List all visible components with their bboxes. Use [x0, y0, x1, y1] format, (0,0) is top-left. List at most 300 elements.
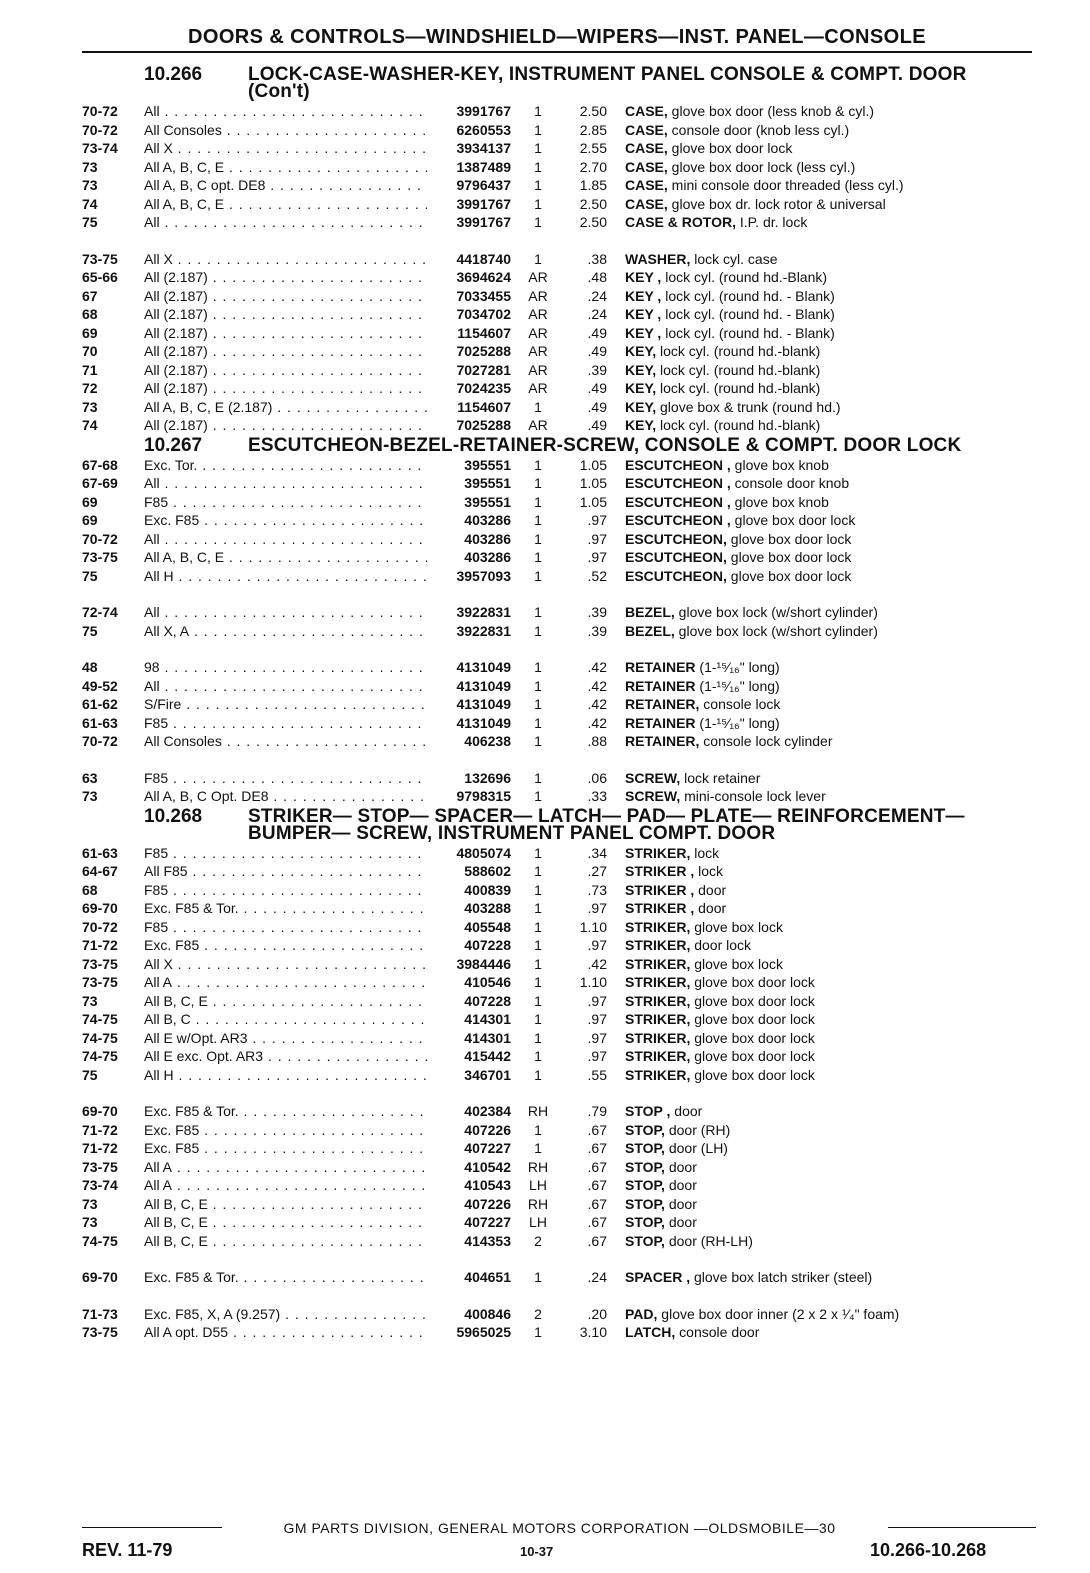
description	[625, 305, 991, 324]
application: All (2.187) . . .	[144, 287, 427, 306]
description	[625, 1158, 991, 1177]
description	[625, 603, 991, 622]
part-number: 6260553	[456, 121, 511, 138]
model-year: 67	[82, 287, 98, 304]
parts-row	[82, 121, 1037, 140]
price: .67	[587, 1158, 607, 1175]
price: .33	[587, 788, 607, 804]
description	[625, 1066, 991, 1085]
application: All . . .	[144, 474, 427, 493]
price: 1.10	[579, 974, 607, 990]
quantity: 1	[534, 622, 542, 639]
part-detail: console door (knob less cyl.)	[667, 121, 850, 138]
quantity: 1	[534, 121, 542, 138]
model-year: 73-75	[82, 1324, 118, 1340]
parts-row	[82, 899, 1037, 918]
price: .38	[587, 250, 607, 267]
model-year: 64-67	[82, 863, 118, 879]
quantity: 1	[534, 900, 542, 916]
price: .67	[587, 1214, 607, 1230]
application: F85 . . .	[144, 918, 427, 937]
section-heading	[82, 66, 1037, 100]
price: 1.05	[579, 456, 607, 473]
quantity: AR	[528, 361, 548, 378]
application: Exc. F85 & Tor. . . .	[144, 899, 427, 918]
quantity: 1	[534, 140, 542, 156]
part-name: STOP,	[625, 1177, 665, 1193]
description	[625, 1195, 991, 1214]
description	[625, 268, 991, 287]
model-year: 74-75	[82, 1232, 118, 1249]
model-year: 68	[82, 881, 98, 898]
part-number: 414301	[464, 1011, 511, 1027]
part-number: 414353	[464, 1232, 511, 1249]
part-number: 407227	[464, 1140, 511, 1156]
price: .49	[587, 324, 607, 341]
part-number: 395551	[464, 475, 511, 491]
quantity: 1	[534, 214, 542, 230]
part-name: KEY ,	[625, 306, 662, 322]
parts-row	[82, 1121, 1037, 1140]
application: F85 . . .	[144, 844, 427, 863]
parts-row	[82, 1195, 1037, 1214]
part-detail: console lock	[699, 696, 781, 712]
model-year: 69	[82, 512, 98, 528]
part-number: 3957093	[456, 567, 511, 584]
application: All . . .	[144, 530, 427, 549]
part-detail: (1-¹⁵⁄₁₆" long)	[695, 659, 780, 675]
part-number: 4131049	[456, 696, 511, 712]
part-number: 414301	[464, 1029, 511, 1046]
footer-revision: REV. 11-79	[82, 1540, 173, 1560]
price: .39	[587, 604, 607, 620]
part-number: 395551	[464, 493, 511, 510]
model-year: 69	[82, 324, 98, 341]
part-detail: glove box & trunk (round hd.)	[656, 398, 841, 415]
description	[625, 992, 991, 1011]
part-number: 3922831	[456, 604, 511, 620]
part-detail: glove box door lock	[726, 530, 852, 547]
quantity: 1	[534, 992, 542, 1009]
application: All X . . .	[144, 955, 427, 974]
part-number: 400846	[464, 1305, 511, 1322]
model-year: 73	[82, 992, 98, 1009]
part-name: CASE,	[625, 103, 668, 119]
part-detail: lock cyl. (round hd. - Blank)	[661, 324, 835, 341]
section-number: 10.268	[144, 805, 203, 827]
model-year: 69-70	[82, 900, 118, 916]
part-name: STOP ,	[625, 1103, 671, 1119]
part-name: STRIKER,	[625, 918, 691, 935]
parts-row	[82, 918, 1037, 937]
part-number: 407228	[464, 937, 511, 953]
description	[625, 250, 991, 269]
application: F85 . . .	[144, 714, 427, 733]
parts-row	[82, 493, 1037, 512]
quantity: 1	[534, 974, 542, 990]
description	[625, 1139, 991, 1158]
price: .52	[587, 567, 607, 584]
quantity: 1	[534, 955, 542, 972]
parts-row	[82, 530, 1037, 549]
application: All E exc. Opt. AR3 . . .	[144, 1047, 427, 1066]
part-detail: door	[664, 1195, 697, 1212]
price: .48	[587, 269, 607, 285]
parts-row	[82, 955, 1037, 974]
quantity: 2	[534, 1305, 542, 1322]
price: 1.05	[579, 475, 607, 491]
part-number: 1154607	[457, 324, 511, 341]
model-year: 73-74	[82, 1177, 118, 1193]
part-name: ESCUTCHEON ,	[625, 456, 731, 473]
quantity: AR	[528, 269, 548, 285]
quantity: AR	[528, 306, 548, 322]
part-number: 132696	[464, 769, 511, 786]
part-name: CASE,	[625, 140, 668, 156]
quantity: LH	[529, 1177, 547, 1193]
model-year: 73	[82, 158, 98, 175]
model-year: 71-72	[82, 1121, 118, 1138]
quantity: 1	[534, 398, 542, 415]
description	[625, 511, 991, 530]
part-number: 410543	[464, 1177, 511, 1193]
price: .55	[587, 1066, 607, 1083]
price: .97	[587, 937, 607, 953]
price: .67	[587, 1121, 607, 1138]
part-number: 407227	[464, 1214, 511, 1230]
description	[625, 493, 991, 512]
part-name: RETAINER	[625, 659, 696, 675]
price: 2.50	[579, 214, 607, 230]
part-name: STRIKER ,	[625, 900, 695, 916]
quantity: 1	[534, 714, 542, 731]
parts-row	[82, 342, 1037, 361]
part-name: KEY ,	[625, 269, 662, 285]
model-year: 69-70	[82, 1269, 118, 1285]
price: .49	[587, 343, 607, 359]
quantity: AR	[528, 417, 548, 433]
description	[625, 342, 991, 361]
price: .42	[587, 955, 607, 972]
price: .97	[587, 992, 607, 1009]
part-number: 3991767	[456, 195, 511, 212]
price: .67	[587, 1195, 607, 1212]
part-number: 407226	[464, 1121, 511, 1138]
application: All H . . .	[144, 567, 427, 586]
application: Exc. F85 . . .	[144, 936, 427, 955]
parts-row	[82, 769, 1037, 788]
price: .24	[587, 306, 607, 322]
quantity: 1	[534, 1324, 542, 1340]
part-detail: lock	[690, 844, 720, 861]
parts-row	[82, 973, 1037, 992]
description	[625, 1047, 991, 1066]
application: All X . . .	[144, 139, 427, 158]
parts-row	[82, 324, 1037, 343]
footer-division: GM PARTS DIVISION, GENERAL MOTORS CORPORATION —OLDSMOBILE—30	[283, 1520, 836, 1536]
description	[625, 1010, 991, 1029]
quantity: 1	[534, 158, 542, 175]
part-name: CASE,	[625, 158, 668, 175]
description	[625, 1029, 991, 1048]
quantity: 1	[534, 1066, 542, 1083]
part-number: 1387489	[456, 158, 511, 175]
part-number: 407226	[464, 1195, 511, 1212]
description	[625, 530, 991, 549]
part-detail: door (RH)	[664, 1121, 731, 1138]
quantity: 1	[534, 937, 542, 953]
description	[625, 769, 991, 788]
section-title: LOCK-CASE-WASHER-KEY, INSTRUMENT PANEL CONSOLE & COMPT. DOOR (Con't)	[248, 64, 967, 102]
description	[625, 732, 991, 751]
quantity: 1	[534, 1011, 542, 1027]
parts-row	[82, 603, 1037, 622]
model-year: 74	[82, 195, 98, 212]
application: All (2.187) . . .	[144, 361, 427, 380]
quantity: 2	[534, 1232, 542, 1249]
description	[625, 862, 991, 881]
description	[625, 622, 991, 641]
price: 2.50	[579, 195, 607, 212]
application: All B, C . . .	[144, 1010, 427, 1029]
model-year: 74-75	[82, 1011, 118, 1027]
description	[625, 139, 991, 158]
application: Exc. F85, X, A (9.257) . . .	[144, 1305, 427, 1324]
application: All H . . .	[144, 1066, 427, 1085]
application: Exc. F85 & Tor. . . .	[144, 1268, 427, 1287]
price: 3.10	[579, 1324, 607, 1340]
part-name: KEY,	[625, 343, 657, 359]
model-year: 75	[82, 567, 98, 584]
part-detail: glove box door lock (less cyl.)	[667, 158, 856, 175]
description	[625, 1268, 991, 1287]
application: All . . .	[144, 102, 427, 121]
part-name: SCREW,	[625, 788, 681, 804]
application: All (2.187) . . .	[144, 342, 427, 361]
application: All B, C, E . . .	[144, 1213, 427, 1232]
application: All . . .	[144, 213, 427, 232]
parts-row	[82, 714, 1037, 733]
application: All A . . .	[144, 1176, 427, 1195]
part-detail: glove box door lock	[690, 1048, 815, 1064]
parts-row	[82, 398, 1037, 417]
description	[625, 899, 991, 918]
parts-row	[82, 548, 1037, 567]
price: 2.85	[579, 121, 607, 138]
part-name: KEY ,	[625, 287, 662, 304]
model-year: 73-75	[82, 250, 118, 267]
section-number: 10.267	[144, 434, 203, 456]
parts-row	[82, 268, 1037, 287]
parts-row	[82, 1232, 1037, 1251]
description	[625, 1213, 991, 1232]
model-year: 73	[82, 1214, 98, 1230]
part-name: RETAINER,	[625, 733, 700, 749]
parts-row	[82, 881, 1037, 900]
quantity: 1	[534, 177, 542, 193]
part-number: 4131049	[456, 659, 511, 675]
part-name: KEY,	[625, 417, 657, 433]
price: .97	[587, 530, 607, 547]
catalog-sections	[82, 64, 1037, 1342]
part-detail: lock cyl. (round hd.-blank)	[656, 343, 821, 359]
quantity: 1	[534, 659, 542, 675]
part-detail: glove box door lock	[690, 1029, 815, 1046]
parts-row	[82, 1176, 1037, 1195]
part-detail: glove box door lock	[690, 992, 815, 1009]
application: All A opt. D55 . . .	[144, 1323, 427, 1342]
application: Exc. F85 & Tor. . . .	[144, 1102, 427, 1121]
description	[625, 102, 991, 121]
part-name: CASE,	[625, 177, 668, 193]
parts-row	[82, 158, 1037, 177]
application: All (2.187) . . .	[144, 416, 427, 435]
part-detail: glove box lock	[690, 955, 783, 972]
price: .39	[587, 361, 607, 378]
parts-row	[82, 622, 1037, 641]
quantity: 1	[534, 863, 542, 879]
application: F85 . . .	[144, 493, 427, 512]
quantity: 1	[534, 475, 542, 491]
description	[625, 714, 991, 733]
part-detail: glove box knob	[730, 456, 829, 473]
part-detail: glove box door lock	[667, 140, 793, 156]
description	[625, 287, 991, 306]
part-name: STOP,	[625, 1140, 665, 1156]
parts-row	[82, 567, 1037, 586]
application: All B, C, E . . .	[144, 1195, 427, 1214]
model-year: 73-75	[82, 955, 118, 972]
part-detail: glove box latch striker (steel)	[690, 1269, 873, 1285]
part-name: STRIKER,	[625, 974, 691, 990]
description	[625, 881, 991, 900]
price: .06	[587, 769, 607, 786]
application: Exc. F85 . . .	[144, 1121, 427, 1140]
part-name: STRIKER,	[625, 937, 691, 953]
part-detail: glove box door lock	[690, 1066, 815, 1083]
description	[625, 361, 991, 380]
parts-row	[82, 1213, 1037, 1232]
part-name: STRIKER,	[625, 1048, 691, 1064]
parts-row	[82, 992, 1037, 1011]
quantity: 1	[534, 549, 542, 565]
part-name: STRIKER ,	[625, 881, 695, 898]
part-number: 3694624	[456, 269, 511, 285]
description	[625, 158, 991, 177]
part-name: STRIKER,	[625, 1029, 691, 1046]
parts-row	[82, 287, 1037, 306]
section-number: 10.266	[144, 64, 203, 85]
footer-section-range: 10.266-10.268	[870, 1540, 987, 1560]
part-number: 3922831	[456, 622, 511, 639]
parts-row	[82, 361, 1037, 380]
part-number: 4131049	[456, 714, 511, 731]
parts-row	[82, 1047, 1037, 1066]
part-detail: door (RH-LH)	[664, 1232, 753, 1249]
parts-row	[82, 732, 1037, 751]
description	[625, 567, 991, 586]
model-year: 75	[82, 1066, 98, 1083]
application: All . . .	[144, 603, 427, 622]
price: .34	[587, 844, 607, 861]
part-detail: door	[694, 881, 727, 898]
part-number: 406238	[464, 733, 511, 749]
part-number: 400839	[464, 881, 511, 898]
quantity: 1	[534, 1029, 542, 1046]
part-number: 3984446	[456, 955, 511, 972]
application: All B, C, E . . .	[144, 1232, 427, 1251]
application: All F85 . . .	[144, 862, 427, 881]
quantity: 1	[534, 733, 542, 749]
part-number: 3991767	[456, 103, 511, 119]
quantity: 1	[534, 103, 542, 119]
model-year: 71-72	[82, 937, 118, 953]
application: F85 . . .	[144, 881, 427, 900]
part-number: 9798315	[456, 788, 511, 804]
quantity: 1	[534, 696, 542, 712]
description	[625, 213, 991, 232]
part-detail: lock cyl. (round hd. - Blank)	[661, 306, 835, 322]
model-year: 70-72	[82, 530, 118, 547]
model-year: 73-75	[82, 1158, 118, 1175]
price: .49	[587, 398, 607, 415]
section-title: ESCUTCHEON-BEZEL-RETAINER-SCREW, CONSOLE & COMPT. DOOR LOCK	[248, 434, 962, 456]
parts-row	[82, 102, 1037, 121]
parts-row	[82, 305, 1037, 324]
part-detail: lock cyl. (round hd.-blank)	[656, 361, 821, 378]
part-detail: console door	[675, 1324, 760, 1340]
quantity: LH	[529, 1214, 547, 1230]
quantity: 1	[534, 250, 542, 267]
part-name: STOP,	[625, 1232, 665, 1249]
description	[625, 1121, 991, 1140]
description	[625, 474, 991, 493]
application: All . . .	[144, 677, 427, 696]
part-detail: glove box lock	[690, 918, 783, 935]
part-detail: glove box door lock	[730, 512, 856, 528]
part-detail: door (LH)	[664, 1140, 728, 1156]
part-detail: glove box door lock	[726, 567, 852, 584]
application: All A, B, C, E (2.187) . . .	[144, 398, 427, 417]
part-name: SPACER ,	[625, 1269, 691, 1285]
parts-row	[82, 936, 1037, 955]
model-year: 70-72	[82, 733, 118, 749]
part-name: STOP,	[625, 1214, 665, 1230]
price: .49	[587, 380, 607, 396]
model-year: 65-66	[82, 269, 118, 285]
part-name: ESCUTCHEON,	[625, 567, 727, 584]
part-detail: mini-console lock lever	[680, 788, 826, 804]
quantity: 1	[534, 512, 542, 528]
part-number: 4131049	[456, 677, 511, 694]
parts-row	[82, 695, 1037, 714]
model-year: 73	[82, 788, 98, 804]
application: All (2.187) . . .	[144, 379, 427, 398]
price: .27	[587, 863, 607, 879]
application: 98 . . .	[144, 658, 427, 677]
price: .67	[587, 1177, 607, 1193]
application: All A, B, C, E . . .	[144, 195, 427, 214]
model-year: 73	[82, 398, 98, 415]
application: All X, A . . .	[144, 622, 427, 641]
part-detail: glove box door lock	[690, 1011, 815, 1027]
part-name: CASE,	[625, 195, 668, 212]
part-name: STOP,	[625, 1158, 665, 1175]
quantity: RH	[527, 1195, 549, 1212]
model-year: 74	[82, 417, 98, 433]
part-detail: (1-¹⁵⁄₁₆" long)	[695, 714, 780, 731]
application: All E w/Opt. AR3 . . .	[144, 1029, 427, 1048]
